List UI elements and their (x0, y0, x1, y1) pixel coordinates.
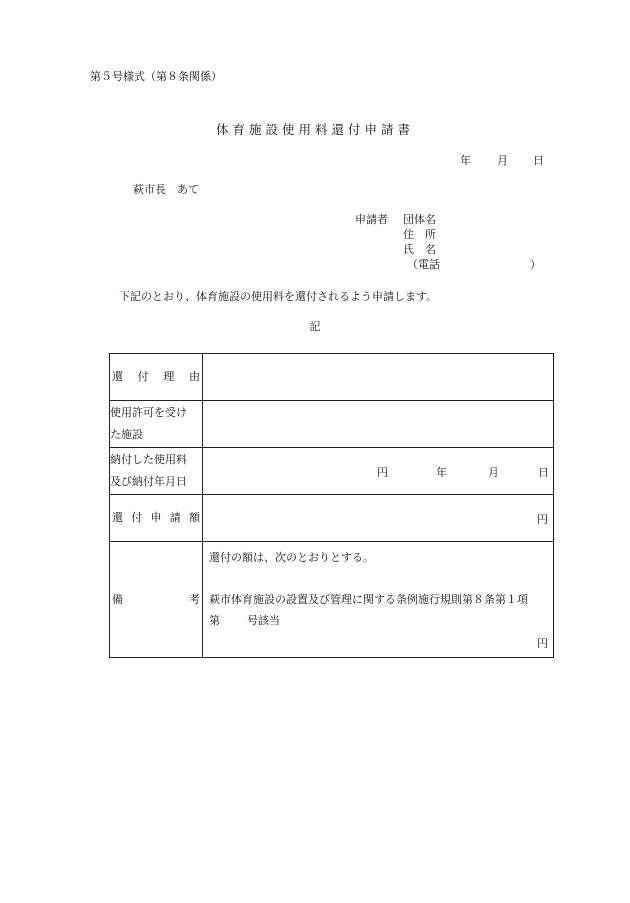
organization-label: 団体名 (403, 213, 436, 226)
amount-field[interactable] (203, 495, 554, 542)
applicant-label: 申請者 (355, 213, 388, 226)
amount-yen-unit: 円 (537, 513, 548, 526)
remarks-field[interactable] (203, 542, 554, 658)
document-title: 体育施設使用料還付申請書 (215, 122, 414, 137)
remarks-line3-prefix: 第 (209, 614, 220, 627)
table-row-facility (110, 401, 554, 448)
paid-label-line2: 及び納付年月日 (110, 475, 187, 488)
amount-label-char: 還 (112, 511, 123, 524)
paid-year-unit: 年 (436, 466, 447, 479)
amount-label-char: 付 (131, 511, 143, 524)
form-number: 第５号様式（第８条関係） (90, 70, 222, 83)
name-label: 氏 名 (403, 243, 436, 256)
reason-label-char: 還 (112, 370, 123, 383)
reason-label-char: 理 (163, 370, 175, 383)
table-row-reason (110, 354, 554, 401)
paid-label-line1: 納付した使用料 (110, 453, 187, 466)
remarks-line3-suffix: 号該当 (247, 614, 280, 627)
date-day-label: 日 (533, 154, 544, 167)
ki-heading: 記 (309, 320, 321, 333)
facility-label (110, 401, 203, 448)
amount-label-char: 請 (169, 511, 181, 524)
amount-label-char: 申 (150, 511, 162, 524)
address-label: 住 所 (403, 228, 436, 241)
reason-label-char: 由 (188, 370, 200, 383)
paid-day-unit: 日 (538, 466, 549, 479)
table-row-paid (110, 448, 554, 495)
amount-label (110, 495, 203, 542)
table-row-amount (110, 495, 554, 542)
reason-label-char: 付 (137, 370, 149, 383)
table-row-remarks (110, 542, 554, 658)
phone-close-paren: ） (530, 258, 541, 271)
remarks-label (110, 542, 203, 658)
facility-label-line2: た施設 (110, 428, 143, 441)
paid-field[interactable] (203, 448, 554, 495)
paid-label (110, 448, 203, 495)
paid-yen-unit: 円 (377, 466, 388, 479)
remarks-line2: 萩市体育施設の設置及び管理に関する条例施行規則第８条第１項 (209, 593, 528, 606)
remarks-line1: 還付の額は、次のとおりとする。 (209, 551, 374, 564)
facility-label-line1: 使用許可を受け (110, 406, 187, 419)
reason-label (110, 354, 203, 401)
amount-label-char: 額 (189, 511, 200, 524)
remarks-label-char: 備 (112, 592, 123, 606)
phone-label: （電話 (407, 258, 440, 271)
statement: 下記のとおり、体育施設の使用料を還付されるよう申請します。 (119, 290, 438, 303)
remarks-yen-unit: 円 (537, 637, 548, 650)
refund-table (109, 353, 554, 658)
facility-field[interactable] (203, 401, 554, 448)
reason-field[interactable] (203, 354, 554, 401)
date-month-label: 月 (497, 154, 508, 167)
date-year-label: 年 (460, 154, 471, 167)
remarks-label-char: 考 (189, 592, 200, 606)
paid-month-unit: 月 (488, 466, 499, 479)
addressee: 萩市長 あて (133, 183, 199, 196)
